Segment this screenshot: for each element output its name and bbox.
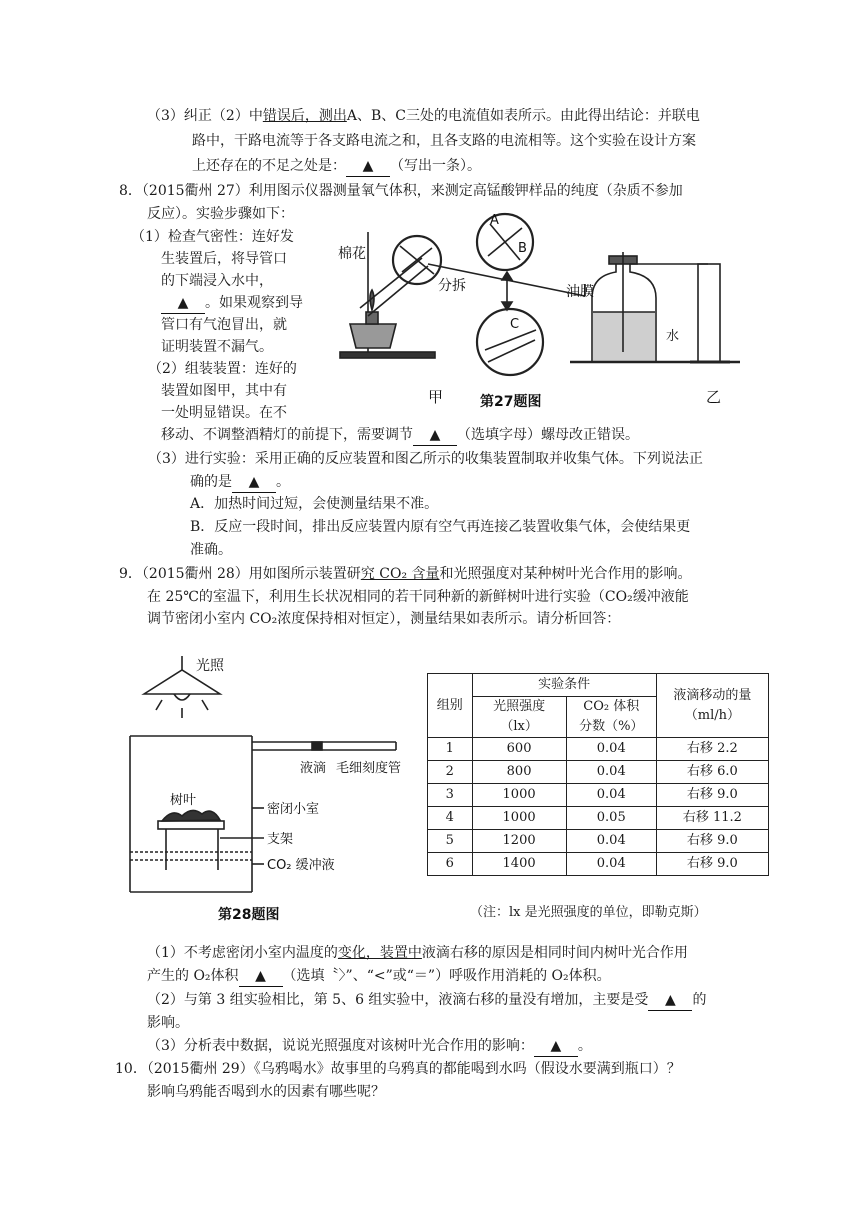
header-group: 组别 [428, 674, 473, 738]
figure-27-caption: 第27题图 [480, 394, 542, 410]
cell: 右移 11.2 [656, 807, 768, 830]
q8-step2-line3: 一处明显错误。在不 [161, 405, 287, 421]
label-jia: 甲 [428, 388, 444, 406]
text: （写出一条）。 [390, 158, 481, 174]
cell: 3 [428, 784, 473, 807]
text: （选填〝〉”、“<”或“＝”）呼吸作用消耗的 O₂体积。 [282, 968, 611, 984]
q7-part3-line1 [147, 106, 700, 126]
text: A、B、C三处的电流值如表所示。由此得出结论：并联电 [346, 108, 700, 124]
cell: 1000 [472, 784, 566, 807]
label-leaf: 树叶 [170, 793, 197, 808]
q8-step2-line4 [161, 425, 639, 446]
table-row [428, 853, 769, 876]
table-note: （注：lx 是光照强度的单位，即勒克斯） [470, 905, 707, 920]
cell: 600 [472, 738, 566, 761]
q8-header-line1: 8．（2015衢州 27）利用图示仪器测量氧气体积，来测定高锰酸钾样品的纯度（杂质不参加 [119, 183, 683, 199]
cell: 0.04 [566, 830, 656, 853]
label-b: B [518, 241, 527, 256]
q8-step1-line5: 管口有气泡冒出，就 [161, 317, 287, 333]
cell: 右移 9.0 [656, 853, 768, 876]
text: （选填字母）螺母改正错误。 [457, 427, 639, 443]
label-drop: 液滴 [300, 761, 327, 776]
text: 。 [577, 1038, 592, 1054]
cell: 0.04 [566, 853, 656, 876]
q7-part3-line3 [192, 156, 481, 177]
cell: 右移 2.2 [656, 738, 768, 761]
label-water: 水 [666, 329, 680, 344]
cell: 右移 9.0 [656, 830, 768, 853]
label-buffer: CO₂ 缓冲液 [267, 858, 335, 873]
label-yi: 乙 [706, 388, 722, 406]
label-cotton: 棉花 [338, 246, 366, 262]
text: 9．（2015衢州 28）用如图所示装置研 [119, 566, 361, 582]
cell: 1400 [472, 853, 566, 876]
text: 分数（%） [579, 719, 644, 734]
table-row [428, 830, 769, 853]
q8-step1-line6: 证明装置不漏气。 [161, 339, 273, 355]
q10-line1: 10．（2015衢州 29）《乌鸦喝水》故事里的乌鸦真的都能喝到水吗（假设水要满到瓶口）？ [115, 1061, 681, 1077]
q7-part3-line2: 路中，干路电流等于各支路电流之和，且各支路的电流相等。这个实验在设计方案 [192, 133, 696, 149]
q8-step1-line2: 生装置后，将导管口 [161, 251, 287, 267]
table-row [428, 784, 769, 807]
text: 移动、不调整酒精灯的前提下，需要调节 [161, 427, 413, 443]
header-co2 [566, 697, 656, 738]
table-row [428, 807, 769, 830]
header-movement [656, 674, 768, 738]
cell: 6 [428, 853, 473, 876]
q8-step2-line2: 装置如图甲，其中有 [161, 383, 287, 399]
answer-blank[interactable]: ▲ [161, 293, 205, 314]
q8-step1-line4 [161, 293, 303, 314]
header-light-intensity [472, 697, 566, 738]
text: 确的是 [190, 474, 232, 490]
header-conditions: 实验条件 [472, 674, 656, 697]
text: 错误后，测出 [262, 108, 347, 124]
text: （3）分析表中数据，说说光照强度对该树叶光合作用的影响： [147, 1038, 534, 1054]
q8-step3-line1: （3）进行实验：采用正确的反应装置和图乙所示的收集装置制取并收集气体。下列说法正 [148, 451, 703, 467]
label-c: C [510, 317, 520, 332]
cell: 4 [428, 807, 473, 830]
q9-part3-line [147, 1036, 592, 1057]
q9-header-line2: 在 25℃的室温下，利用生长状况相同的若干同种新的新鲜树叶进行实验（CO₂缓冲液能 [147, 589, 689, 605]
q9-header-line3: 调节密闭小室内 CO₂浓度保持相对恒定），测量结果如表所示。请分析回答： [147, 611, 621, 627]
q8-header-line2: 反应）。实验步骤如下： [147, 206, 294, 222]
cell: 右移 9.0 [656, 784, 768, 807]
figure-27 [330, 212, 750, 420]
text: （1）不考虑密闭小室内温度的 [147, 945, 338, 961]
text: 。 [276, 474, 290, 490]
label-tube: 毛细刻度管 [336, 761, 402, 776]
q9-part1-line1 [147, 943, 688, 963]
text: （2）与第 3 组实验相比，第 5、6 组实验中，液滴右移的量没有增加，主要是受 [147, 992, 649, 1008]
q9-part1-line2 [147, 966, 611, 987]
cell: 0.04 [566, 761, 656, 784]
q9-header-line1 [119, 564, 692, 584]
answer-blank[interactable]: ▲ [346, 156, 390, 177]
cell: 5 [428, 830, 473, 853]
text: 光照强度 [493, 699, 546, 714]
answer-blank[interactable]: ▲ [239, 966, 283, 987]
text: （lx） [500, 719, 538, 734]
q9-part2-line1 [147, 990, 706, 1011]
text: 上还存在的不足之处是： [192, 158, 346, 174]
answer-blank[interactable]: ▲ [534, 1036, 578, 1057]
label-split: 分拆 [438, 278, 466, 294]
text: （3）纠正（2）中 [147, 108, 263, 124]
label-room: 密闭小室 [267, 802, 320, 817]
label-oil: 油膜 [566, 284, 594, 300]
text: 究 CO₂ 含量 [360, 566, 440, 582]
cell: 0.04 [566, 784, 656, 807]
q8-step1-line1: （1）检查气密性：连好发 [131, 229, 294, 245]
text: 变化，装置中 [337, 945, 422, 961]
cell: 800 [472, 761, 566, 784]
label-a: A [490, 213, 499, 228]
q8-option-a: A．加热时间过短，会使测量结果不准。 [190, 496, 439, 512]
text: 液滴移动的量 [673, 687, 752, 703]
text: （ml/h） [684, 707, 741, 723]
cell: 1200 [472, 830, 566, 853]
figure-28-caption: 第28题图 [218, 907, 280, 923]
q9-part2-line2: 影响。 [147, 1015, 189, 1031]
q8-step1-line3: 的下端浸入水中， [161, 273, 273, 289]
table-row [428, 738, 769, 761]
cell: 0.04 [566, 738, 656, 761]
q8-option-b-line2: 准确。 [190, 542, 232, 558]
label-light: 光照 [196, 658, 224, 674]
label-stand: 支架 [267, 832, 294, 847]
q8-step3-line2 [190, 472, 290, 493]
q10-line2: 影响乌鸦能否喝到水的因素有哪些呢？ [147, 1084, 385, 1100]
text: 液滴右移的原因是相同时间内树叶光合作用 [421, 945, 688, 961]
cell: 1 [428, 738, 473, 761]
text: 和光照强度对某种树叶光合作用的影响。 [439, 566, 692, 582]
cell: 右移 6.0 [656, 761, 768, 784]
q8-step2-line1: （2）组装装置：连好的 [148, 361, 297, 377]
answer-blank[interactable]: ▲ [232, 472, 276, 493]
q8-option-b-line1: B．反应一段时间，排出反应装置内原有空气再连接乙装置收集气体，会使结果更 [190, 519, 691, 535]
experiment-table [427, 673, 769, 876]
cell: 0.05 [566, 807, 656, 830]
text: CO₂ 体积 [583, 699, 640, 714]
text: 产生的 O₂体积 [147, 968, 239, 984]
answer-blank[interactable]: ▲ [648, 990, 692, 1011]
text: 。如果观察到导 [205, 295, 303, 311]
answer-blank[interactable]: ▲ [413, 425, 457, 446]
table-row [428, 761, 769, 784]
cell: 2 [428, 761, 473, 784]
figure-28 [122, 656, 412, 924]
cell: 1000 [472, 807, 566, 830]
text: 的 [692, 992, 707, 1008]
